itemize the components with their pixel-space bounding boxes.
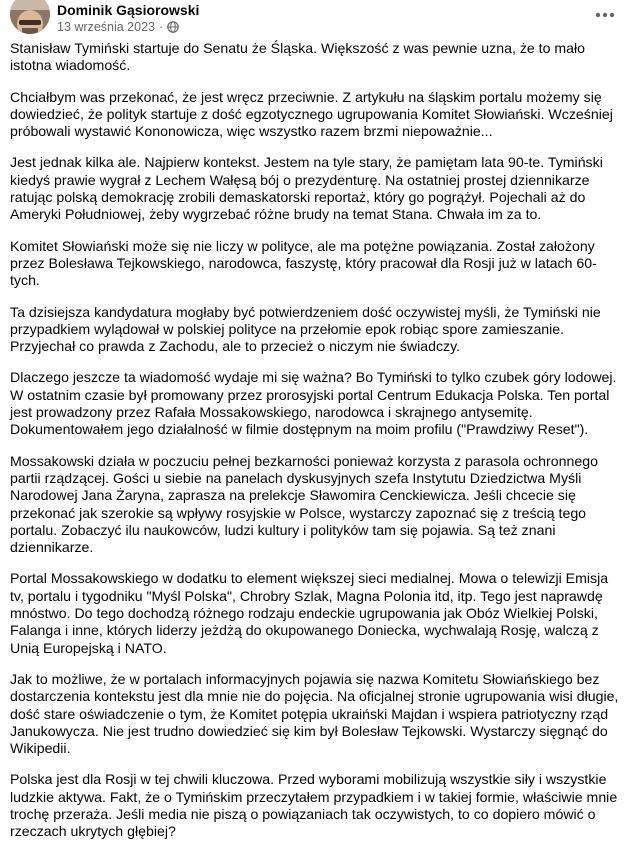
post-paragraph: Chciałbym was przekonać, że jest wręcz przeciwnie. Z artykułu na śląskim portalu możemy się dowiedzieć, że polityk startuje z dość egzotycznego ugrupowania Komitet Słowiański. Wcześniej próbowali wystawić Kononowicza, więc wszystko razem brzmi niepoważnie...: [10, 88, 613, 140]
post-paragraph: Jak to możliwe, że w portalach informacyjnych pojawia się nazwa Komitetu Słowiańskiego bez dostarczenia kontekstu jest dla mnie nie do pojęcia. Na oficjalnej stronie ugrupowania wisi długie, dość stare oświadczenie o tym, że Komitet potępia ukraiński Majdan i wspiera patriotyczny rząd Janukowycza. Nie jest trudno dowiedzieć się kim był Bolesław Tejkowski. Wystarczy sięgnąć do Wikipedii.: [10, 670, 619, 757]
globe-icon[interactable]: [167, 21, 179, 33]
post-paragraph: Jest jednak kilka ale. Najpierw kontekst. Jestem na tyle stary, że pamiętam lata 90-te. Tymiński kiedyś prawie wygrał z Lechem Wałęsą bój o prezydenturę. Na ostatniej prostej dziennikarze ratując polską demokrację zrobili demaskatorski reportaż, który go pogrążył. Pojechali aż do Ameryki Południowej, żeby wygrzebać różne brudy na temat Stana. Chwała im za to.: [10, 154, 603, 223]
meta-separator: ·: [158, 20, 164, 34]
author-name[interactable]: Dominik Gąsiorowski: [57, 2, 200, 18]
avatar-photo: [10, 0, 50, 34]
post-date[interactable]: 13 września 2023: [57, 20, 155, 34]
post-paragraph: Ta dzisiejsza kandydatura mogłaby być potwierdzeniem dość oczywistej myśli, że Tymiński nie przypadkiem wylądował w polskiej polityce na przełomie epok robiąc spore zamieszanie. Przyjechał co prawda z Zachodu, ale to przecież o niczym nie świadczy.: [10, 303, 601, 355]
post-paragraph: Komitet Słowiański może się nie liczy w polityce, ale ma potężne powiązania. Został założony przez Bolesława Tejkowskiego, narodowca, faszystę, który pracował dla Rosji już w latach 60-tych.: [10, 237, 597, 289]
avatar[interactable]: [10, 0, 50, 34]
post-paragraph: Polska jest dla Rosji w tej chwili kluczowa. Przed wyborami mobilizują wszystkie siły i wszystkie ludzkie aktywa. Fakt, że o Tymińskim przeczytałem przypadkiem i w takiej formie, właściwie mnie trochę przeraża. Jeśli media nie piszą o powiązaniach tak oczywistych, to co dopiero mówić o rzeczach ukrytych głębiej?: [10, 771, 618, 840]
post-paragraph: Mossakowski działa w poczuciu pełnej bezkarności ponieważ korzysta z parasola ochronnego partii rządzącej. Gości u siebie na panelach dyskusyjnych szefa Instytutu Dziedzictwa Myśli Narodowej Jana Żaryna, zaprasza na prelekcje Sławomira Cenckiewicza. Jeśli chcecie się przekonać jak szerokie są wpływy rosyjskie w Polsce, wystarczy zapoznać się z treścią tego portalu. Zobaczyć ilu naukowców, ludzi kultury i polityków tam się pojawia. Są też znani dziennikarze.: [10, 452, 598, 556]
post-body: [10, 40, 625, 855]
post-paragraph: Dlaczego jeszcze ta wiadomość wydaje mi się ważna? Bo Tymiński to tylko czubek góry lodowej. W ostatnim czasie był promowany przez prorosyjski portal Centrum Edukacja Polska. Ten portal jest prowadzony przez Rafała Mossakowskiego, narodowca i skrajnego antysemitę. Dokumentowałem jego działalność w filmie dostępnym na moim profilu ("Prawdziwy Reset").: [10, 369, 617, 438]
post-paragraph: Stanisław Tymiński startuje do Senatu że Śląska. Większość z was pewnie uzna, że to mało istotna wiadomość.: [10, 40, 586, 74]
more-options-icon[interactable]: [590, 4, 620, 26]
post-meta: [57, 20, 179, 34]
post-paragraph: Portal Mossakowskiego w dodatku to element większej sieci medialnej. Mowa o telewizji Emisja tv, portalu i tygodniku "Myśl Polska", Chrobry Szlak, Magna Polonia itd, itp. Tego jest naprawdę mnóstwo. Do tego dochodzą różnego rodzaju endeckie ugrupowania jak Obóz Wielkiej Polski, Falanga i inne, których liderzy jeżdżą do okupowanego Doniecka, wychwalają Rosję, walczą z Unią Europejską i NATO.: [10, 570, 609, 656]
post-header: [0, 0, 636, 40]
